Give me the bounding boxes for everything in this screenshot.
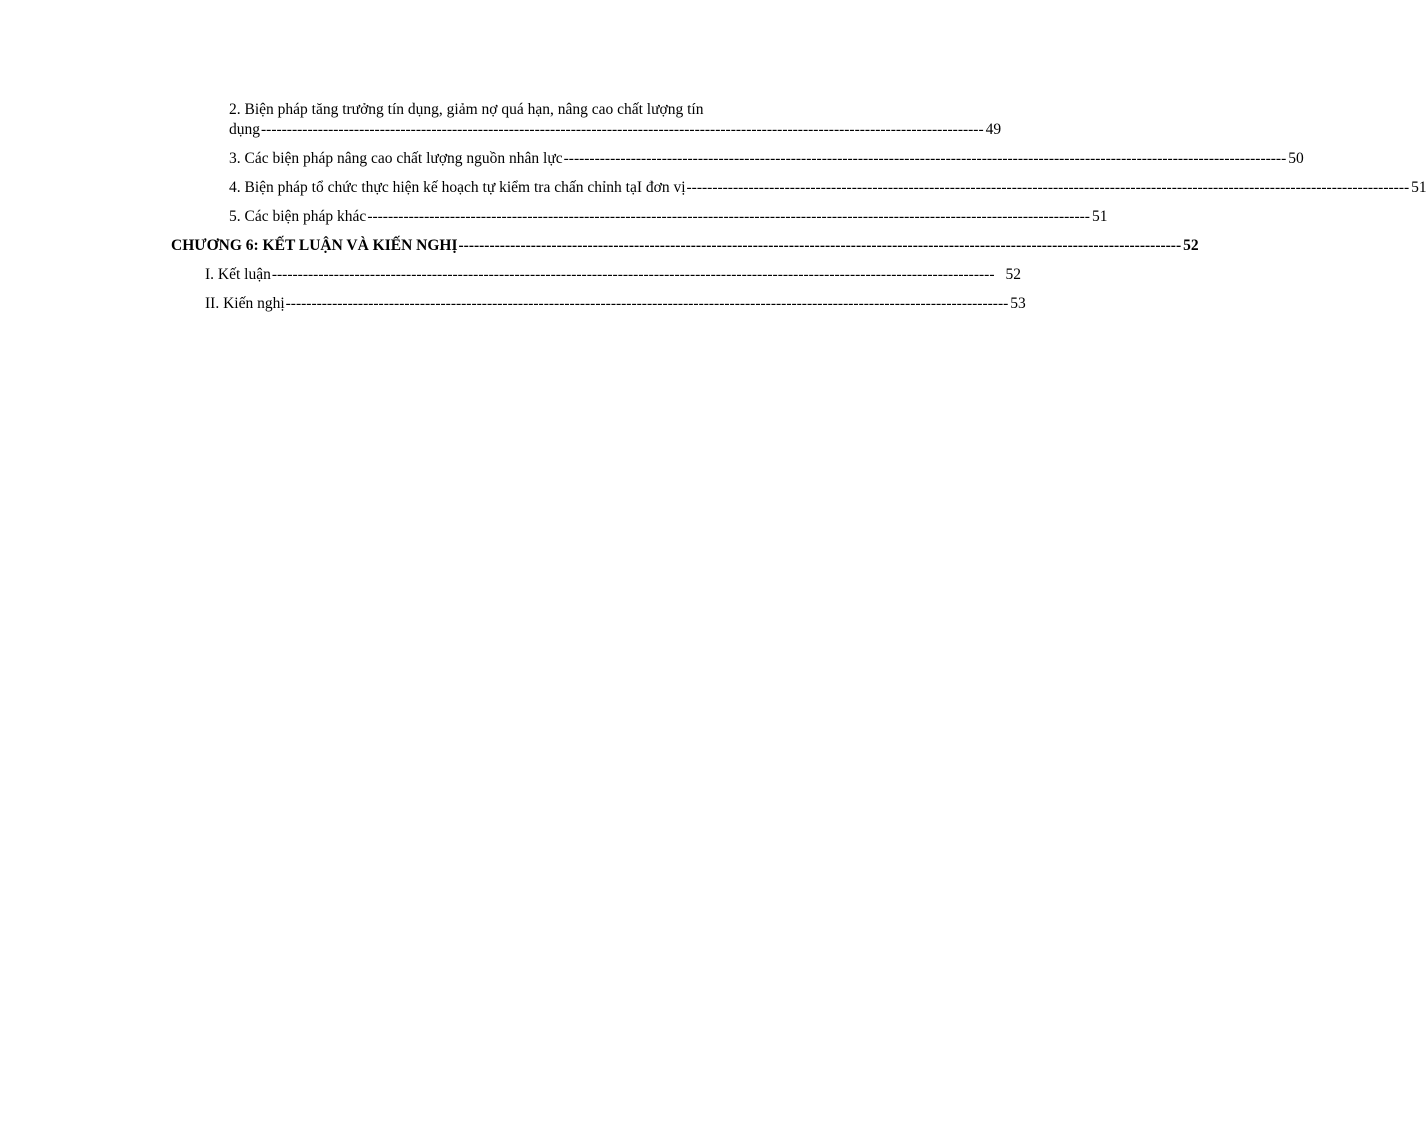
toc-entry-5-other-measures[interactable] [229, 207, 1108, 227]
toc-entry-conclusion[interactable] [205, 265, 1021, 285]
toc-page-number: 52 [1005, 266, 1021, 283]
toc-page-number: 51 [1411, 179, 1427, 196]
toc-page-number: 52 [1183, 237, 1199, 254]
toc-entry-text-line1: 2. Biện pháp tăng trưởng tín dụng, giảm nợ quá hạn, nâng cao chất lượng tín [229, 101, 704, 118]
dot-leader: -------------------------------------------------------------------------------------------------------------------------------------------- [285, 295, 1009, 312]
toc-entry-chapter-6[interactable] [171, 236, 1199, 256]
toc-chapter-text: CHƯƠNG 6: KẾT LUẬN VÀ KIẾN NGHỊ [171, 237, 458, 254]
toc-page-number: 51 [1091, 208, 1108, 225]
toc-entry-3-human-resources[interactable] [229, 149, 1304, 169]
toc-entry-text: 5. Các biện pháp khác [229, 208, 367, 225]
dot-leader: -------------------------------------------------------------------------------------------------------------------------------------------- [686, 179, 1410, 196]
toc-entry-recommendations[interactable] [205, 294, 1026, 314]
dot-leader: -------------------------------------------------------------------------------------------------------------------------------------------- [458, 237, 1182, 254]
toc-entry-text: 4. Biện pháp tổ chức thực hiện kế hoạch tự kiểm tra chấn chỉnh tạI đơn vị [229, 179, 686, 196]
toc-entry-2-credit-growth[interactable] [229, 100, 1002, 140]
dot-leader: -------------------------------------------------------------------------------------------------------------------------------------------- [261, 121, 984, 138]
table-of-contents [0, 100, 1427, 323]
toc-entry-text: 3. Các biện pháp nâng cao chất lượng nguồn nhân lực [229, 150, 563, 167]
toc-entry-text: dụng [229, 121, 260, 138]
toc-page-number: 53 [1010, 295, 1026, 312]
dot-leader: -------------------------------------------------------------------------------------------------------------------------------------------- [271, 266, 995, 283]
toc-page-number: 49 [985, 121, 1002, 138]
toc-entry-text: I. Kết luận [205, 266, 271, 283]
toc-page-number: 50 [1288, 150, 1304, 167]
toc-entry-text: II. Kiến nghị [205, 295, 285, 312]
toc-entry-4-self-inspection[interactable] [229, 178, 1427, 198]
dot-leader: -------------------------------------------------------------------------------------------------------------------------------------------- [367, 208, 1090, 225]
dot-leader: -------------------------------------------------------------------------------------------------------------------------------------------- [563, 150, 1287, 167]
